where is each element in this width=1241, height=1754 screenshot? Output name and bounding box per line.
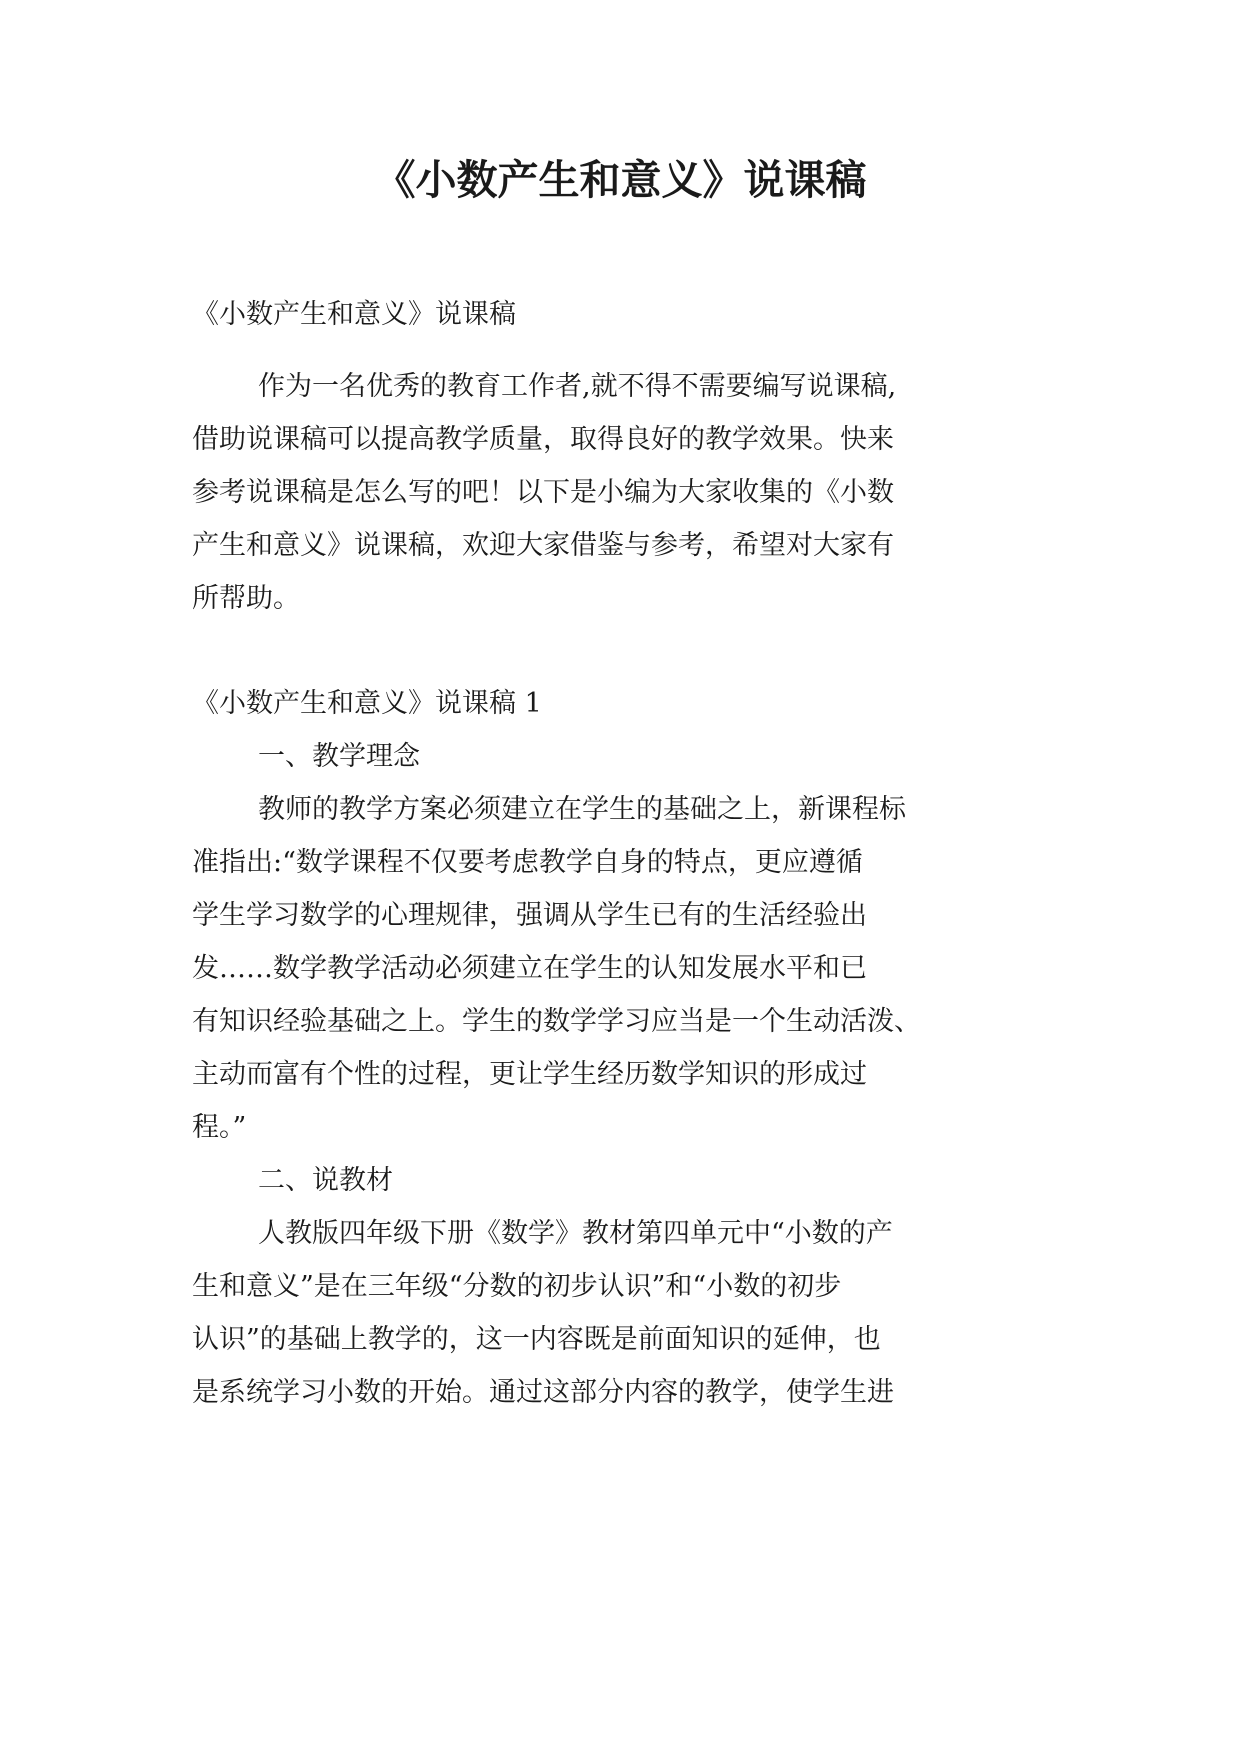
paragraph-line: 准指出:“数学课程不仅要考虑教学自身的特点，更应遵循 bbox=[192, 847, 863, 878]
intro-line: 作为一名优秀的教育工作者,就不得不需要编写说课稿, bbox=[258, 371, 897, 402]
paragraph-line: 主动而富有个性的过程，更让学生经历数学知识的形成过 bbox=[192, 1059, 867, 1090]
intro-line: 产生和意义》说课稿，欢迎大家借鉴与参考，希望对大家有 bbox=[192, 530, 894, 561]
document-title: 《小数产生和意义》说课稿 bbox=[374, 156, 867, 204]
section-heading-textbook: 二、说教材 bbox=[258, 1165, 393, 1196]
document-subtitle: 《小数产生和意义》说课稿 bbox=[192, 299, 516, 330]
section-heading-teaching-philosophy: 一、教学理念 bbox=[258, 741, 420, 772]
paragraph-line: 生和意义”是在三年级“分数的初步认识”和“小数的初步 bbox=[192, 1271, 842, 1302]
intro-line: 借助说课稿可以提高教学质量，取得良好的教学效果。快来 bbox=[192, 424, 894, 455]
paragraph-line: 人教版四年级下册《数学》教材第四单元中“小数的产 bbox=[258, 1218, 893, 1249]
section-title: 《小数产生和意义》说课稿 1 bbox=[192, 688, 542, 719]
paragraph-line: 是系统学习小数的开始。通过这部分内容的教学，使学生进 bbox=[192, 1377, 894, 1408]
paragraph-line: 学生学习数学的心理规律，强调从学生已有的生活经验出 bbox=[192, 900, 867, 931]
intro-line: 所帮助。 bbox=[192, 583, 300, 614]
paragraph-line: 认识”的基础上教学的，这一内容既是前面知识的延伸，也 bbox=[192, 1324, 881, 1355]
paragraph-line: 程。” bbox=[192, 1112, 247, 1143]
intro-line: 参考说课稿是怎么写的吧！以下是小编为大家收集的《小数 bbox=[192, 477, 894, 508]
paragraph-line: 有知识经验基础之上。学生的数学学习应当是一个生动活泼、 bbox=[192, 1006, 921, 1037]
paragraph-line: 教师的教学方案必须建立在学生的基础之上，新课程标 bbox=[258, 794, 906, 825]
paragraph-line: 发……数学教学活动必须建立在学生的认知发展水平和已 bbox=[192, 953, 867, 984]
